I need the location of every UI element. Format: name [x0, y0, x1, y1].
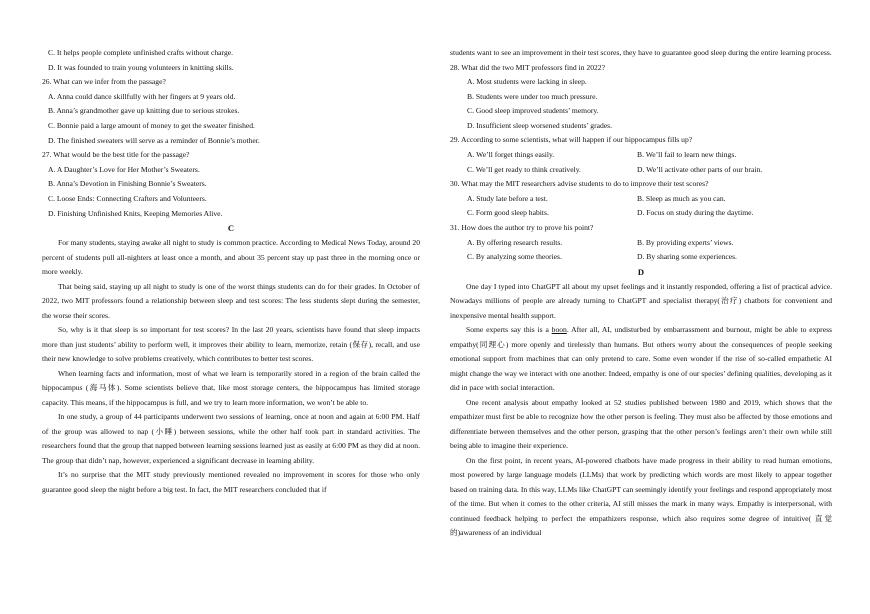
q28-option-b: B. Students were under too much pressure.: [467, 91, 598, 101]
underlined-word-boon: boon: [551, 325, 567, 335]
passage-d-paragraph: One recent analysis about empathy looked at 52 studies published between 1980 and 2019, which shows that the empathizer must first be able to recognize how the other person is feeling. They must also be affected by those emotions and differentiate between themselves and the other person, grasping that the other person’s feelings aren’t their own while still being able to imagine their experience.: [450, 397, 832, 451]
q27-option-b: B. Anna’s Devotion in Finishing Bonnie’s Sweaters.: [48, 179, 207, 189]
q30-option-c: C. Form good sleep habits.: [467, 208, 549, 218]
section-d-heading: D: [637, 266, 645, 277]
q26-option-c: C. Bonnie paid a large amount of money to get the sweater finished.: [48, 120, 255, 130]
q31-options-row: [450, 236, 832, 251]
q28-stem: 28. What did the two MIT professors find in 2022?: [450, 62, 605, 72]
q29-option-a: A. We’ll forget things easily.: [467, 150, 555, 160]
q27-option-c: C. Loose Ends: Connecting Crafters and Volunteers.: [48, 193, 207, 203]
q28-option-c: C. Good sleep improved students’ memory.: [467, 106, 599, 116]
passage-d-paragraph: On the first point, in recent years, AI-powered chatbots have made progress in their ability to read human emotions, most powered by large language models (LLMs) that work by predicting which words are most likely to appear together based on training data. In this way, LLMs like ChatGPT can seemingly identify your feelings and respond appropriately most of the time. But when it comes to the other criteria, AI still misses the mark in many ways. Empathy is interpersonal, with continued feedback helping to perfect the empathizers response, which also requires some degree of intuitive( 直觉的)awareness of an individual: [450, 455, 832, 538]
q30-options-row: [450, 206, 832, 221]
q25-option-d: D. It was founded to train young volunteers in knitting skills.: [48, 62, 234, 72]
passage-d-paragraph: One day I typed into ChatGPT all about my upset feelings and it instantly responded, offering a list of practical advice. Nowadays millions of people are already turning to ChatGPT and specialist therapy(治疗) chatbots for convenient and inexpensive mental health support.: [450, 281, 832, 320]
passage-d-paragraph: [450, 323, 832, 396]
q29-option-d: D. We’ll activate other parts of our brain.: [637, 164, 763, 174]
passage-c-paragraph: It’s no surprise that the MIT study previously mentioned revealed no improvement in scores for those who only guarantee good sleep the night before a big test. In fact, the MIT researchers concluded that if: [42, 470, 420, 494]
q29-stem: 29. According to some scientists, what will happen if our hippocampus fills up?: [450, 135, 693, 145]
passage-c-paragraph: So, why is it that sleep is so important for test scores? In the last 20 years, scientists have found that sleep impacts more than just students’ ability to perform well, it improves their ability to learn, memorize, retain (保存), recall, and use their new knowledge to solve problems creatively, which contributes to better test scores.: [42, 325, 420, 364]
q26-option-d: D. The finished sweaters will serve as a reminder of Bonnie’s mother.: [48, 135, 260, 145]
q29-option-b: B. We’ll fail to learn new things.: [637, 150, 737, 160]
q31-stem: 31. How does the author try to prove his point?: [450, 223, 594, 233]
q30-stem: 30. What may the MIT researchers advise students to do to improve their test scores?: [450, 179, 709, 189]
q29-options-row: [450, 163, 832, 178]
passage-c-paragraph: For many students, staying awake all night to study is common practice. According to Medical News Today, around 20 percent of students pull all-nighters at least once a month, and about 35 percent stay up past three in the morning once or more weekly.: [42, 238, 420, 277]
passage-c-tail: students want to see an improvement in their test scores, they have to guarantee good sleep during the entire learning process.: [450, 48, 832, 57]
q30-options-row: [450, 192, 832, 207]
passage-c-paragraph: In one study, a group of 44 participants underwent two sessions of learning, once at noon and again at 6:00 PM. Half of the group was allowed to nap (小睡) between sessions, while the other half took part in standard activities. The researchers found that the group that napped between learning sessions learned just as easily at 6:00 PM as they did at noon. The group that didn’t nap, however, experienced a significant decrease in learning ability.: [42, 412, 420, 465]
q30-option-d: D. Focus on study during the daytime.: [637, 208, 754, 218]
q31-option-d: D. By sharing some experiences.: [637, 252, 737, 262]
q29-option-c: C. We’ll get ready to think creatively.: [467, 164, 581, 174]
q31-option-b: B. By providing experts’ views.: [637, 237, 734, 247]
passage-d-text: . After all, AI, undisturbed by embarrassment and burnout, might be able to express empathy(同理心) more openly and tirelessly than humans. But others worry about the consequences of people seeking emotional support from machines that can only pretend to care. Some even wonder if the rise of so-called empathetic AI might change the way we interact with one another. Indeed, empathy is one of our species’ defining qualities, developing as it did in pace with social interaction.: [450, 325, 832, 393]
q30-option-a: A. Study late before a test.: [467, 193, 548, 203]
q29-options-row: [450, 148, 832, 163]
passage-d-text: Some experts say this is a: [466, 325, 552, 335]
right-column: [450, 46, 832, 541]
q31-options-row: [450, 250, 832, 265]
q26-stem: 26. What can we infer from the passage?: [42, 77, 166, 87]
q30-option-b: B. Sleep as much as you can.: [637, 193, 726, 203]
passage-c-paragraph: When learning facts and information, most of what we learn is temporarily stored in a region of the brain called the hippocampus (海马体). Some scientists believe that, like most storage centers, the hippocampus has limited storage capacity. This means, if the hippocampus is full, and we try to learn more information, we won’t be able to.: [42, 368, 420, 407]
q27-stem: 27. What would be the best title for the passage?: [42, 150, 190, 160]
q27-option-d: D. Finishing Unfinished Knits, Keeping Memories Alive.: [48, 208, 223, 218]
left-column: [42, 46, 420, 497]
q27-option-a: A. A Daughter’s Love for Her Mother’s Sweaters.: [48, 164, 200, 174]
q25-option-c: C. It helps people complete unfinished crafts without charge.: [48, 48, 234, 57]
q26-option-a: A. Anna could dance skillfully with her fingers at 9 years old.: [48, 91, 236, 101]
q26-option-b: B. Anna’s grandmother gave up knitting due to serious strokes.: [48, 106, 240, 116]
passage-c-paragraph: That being said, staying up all night to study is one of the worst things students can do for their grades. In October of 2022, two MIT professors found a relationship between sleep and test scores: The less students slept during the semester, the worse their scores.: [42, 281, 420, 320]
section-c-heading: C: [227, 223, 235, 234]
q28-option-a: A. Most students were lacking in sleep.: [467, 77, 587, 87]
q31-option-a: A. By offering research results.: [467, 237, 563, 247]
q31-option-c: C. By analyzing some theories.: [467, 252, 562, 262]
q28-option-d: D. Insufficient sleep worsened students’ grades.: [467, 120, 613, 130]
